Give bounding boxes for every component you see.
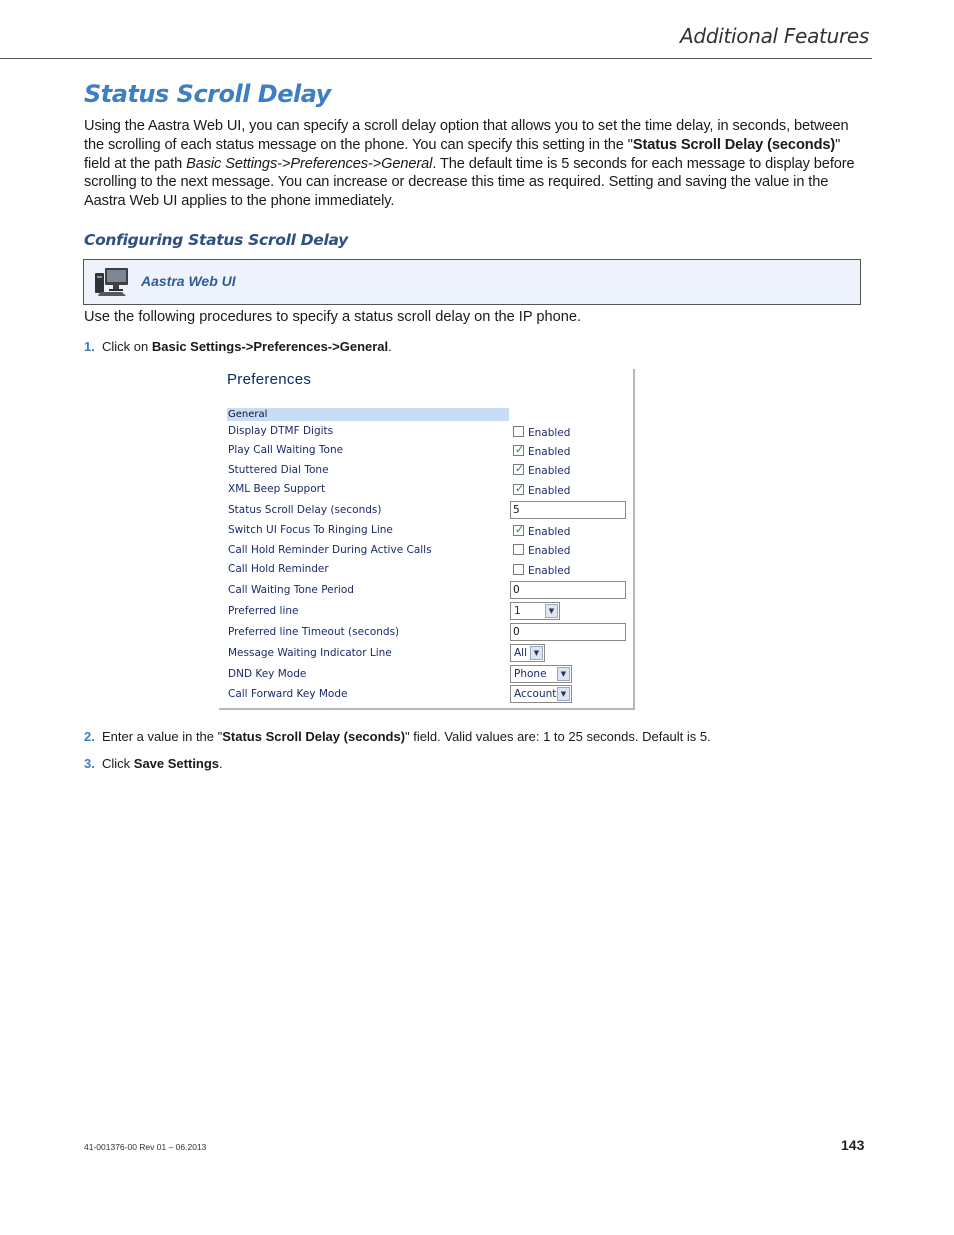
intro-text-2: " field at the path	[84, 136, 841, 172]
select-value: All	[514, 647, 528, 659]
running-header: Additional Features	[680, 24, 869, 48]
procedure-intro: Use the following procedures to specify a status scroll delay on the IP phone.	[84, 309, 582, 325]
page-number: 143	[841, 1137, 865, 1153]
step-bold: Basic Settings->Preferences->General	[151, 339, 389, 354]
pref-label-stuttered-dial-tone: Stuttered Dial Tone	[228, 464, 329, 476]
step-bold: Status Scroll Delay (seconds)	[222, 729, 406, 744]
status-scroll-delay-input[interactable]: 5	[510, 501, 626, 519]
subsection-title: Configuring Status Scroll Delay	[84, 231, 348, 249]
step-text: Enter a value in the "	[102, 729, 223, 744]
pref-label-call-waiting-tone-period: Call Waiting Tone Period	[228, 584, 354, 596]
preferred-line-select[interactable]	[510, 602, 560, 620]
pref-label-dnd-key-mode: DND Key Mode	[228, 668, 307, 680]
step-text: Click on	[102, 339, 152, 354]
check-mark-icon: ✓	[515, 443, 525, 456]
pref-label-switch-ui-focus: Switch UI Focus To Ringing Line	[228, 524, 393, 536]
checkbox-enabled-label: Enabled	[528, 565, 571, 577]
pref-label-call-hold-reminder: Call Hold Reminder	[228, 563, 329, 575]
header-rule	[0, 58, 872, 59]
step-text: Click	[102, 756, 134, 771]
check-mark-icon: ✓	[515, 462, 525, 475]
call-forward-key-mode-select[interactable]	[510, 685, 572, 703]
chevron-down-icon: ▼	[530, 646, 543, 660]
step-number: 2.	[84, 729, 95, 744]
step-number: 3.	[84, 756, 95, 771]
pref-label-display-dtmf: Display DTMF Digits	[228, 425, 334, 437]
general-section-header: General	[227, 408, 509, 421]
step-2	[84, 729, 711, 744]
checkbox-switch-ui-focus[interactable]	[513, 525, 524, 536]
checkbox-call-hold-reminder-active[interactable]	[513, 544, 524, 555]
pref-label-xml-beep: XML Beep Support	[228, 483, 326, 495]
step-number: 1.	[84, 339, 95, 354]
pref-label-status-scroll-delay: Status Scroll Delay (seconds)	[228, 504, 382, 516]
step-bold: Save Settings	[133, 756, 220, 771]
select-value: Account	[514, 688, 557, 700]
checkbox-enabled-label: Enabled	[528, 485, 571, 497]
step-text-end: " field. Valid values are: 1 to 25 seconds. Default is 5.	[405, 729, 711, 744]
check-mark-icon: ✓	[515, 482, 525, 495]
checkbox-enabled-label: Enabled	[528, 427, 571, 439]
footer-doc-id: 41-001376-00 Rev 01 – 06.2013	[84, 1142, 207, 1152]
pref-label-call-hold-reminder-active: Call Hold Reminder During Active Calls	[228, 544, 432, 556]
intro-text-1: Using the Aastra Web UI, you can specify a scroll delay option that allows you to set the time delay, in seconds, between the scrolling of each status message on the phone. You can specify this setting in the "	[84, 118, 849, 153]
chevron-down-icon: ▼	[557, 667, 570, 681]
pref-label-mwi-line: Message Waiting Indicator Line	[228, 647, 392, 659]
call-waiting-tone-period-input[interactable]: 0	[510, 581, 626, 599]
step-text-end: .	[388, 339, 392, 354]
step-1	[84, 339, 392, 354]
chevron-down-icon: ▼	[557, 687, 570, 701]
intro-bold-field: Status Scroll Delay (seconds)	[632, 136, 836, 153]
dnd-key-mode-select[interactable]	[510, 665, 572, 683]
pref-label-preferred-line: Preferred line	[228, 605, 299, 617]
select-value: 1	[514, 605, 521, 617]
preferences-screenshot	[219, 369, 635, 710]
section-title: Status Scroll Delay	[84, 80, 331, 108]
checkbox-display-dtmf[interactable]	[513, 426, 524, 437]
pref-label-preferred-line-timeout: Preferred line Timeout (seconds)	[228, 626, 400, 638]
intro-path: Basic Settings->Preferences->General	[186, 155, 433, 172]
web-ui-callout	[83, 259, 861, 305]
checkbox-stuttered-dial-tone[interactable]	[513, 464, 524, 475]
pref-label-call-waiting-tone: Play Call Waiting Tone	[228, 444, 344, 456]
preferred-line-timeout-input[interactable]: 0	[510, 623, 626, 641]
check-mark-icon: ✓	[515, 523, 525, 536]
checkbox-enabled-label: Enabled	[528, 446, 571, 458]
checkbox-enabled-label: Enabled	[528, 545, 571, 557]
chevron-down-icon: ▼	[545, 604, 558, 618]
mwi-line-select[interactable]	[510, 644, 545, 662]
checkbox-call-waiting-tone[interactable]	[513, 445, 524, 456]
step-text-end: .	[219, 756, 223, 771]
pref-label-call-forward-key-mode: Call Forward Key Mode	[228, 688, 348, 700]
intro-text-3: . The default time is 5 seconds for each message to display before scrolling to the next message. You can increase or decrease this time as required. Setting and saving the value in the Aastra Web UI applies to the phone immediately.	[84, 155, 855, 210]
checkbox-enabled-label: Enabled	[528, 465, 571, 477]
web-ui-label: Aastra Web UI	[141, 273, 236, 289]
preferences-title: Preferences	[227, 371, 312, 388]
checkbox-xml-beep[interactable]	[513, 484, 524, 495]
step-3	[84, 756, 223, 771]
intro-paragraph	[84, 117, 870, 211]
checkbox-call-hold-reminder[interactable]	[513, 564, 524, 575]
select-value: Phone	[514, 668, 547, 680]
computer-icon	[92, 266, 130, 298]
checkbox-enabled-label: Enabled	[528, 526, 571, 538]
